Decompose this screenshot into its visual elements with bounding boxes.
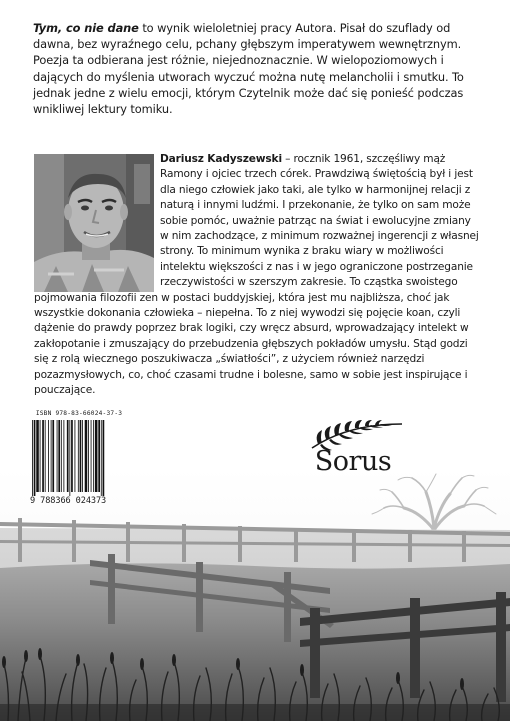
author-name: Dariusz Kadyszewski bbox=[160, 153, 282, 165]
barcode-bar bbox=[67, 420, 69, 492]
barcode-bar bbox=[34, 420, 36, 496]
barcode-bar bbox=[91, 420, 92, 492]
barcode-bar bbox=[78, 420, 79, 492]
blurb-text: to wynik wieloletniej pracy Autora. Pisał do szuflady od dawna, bez wyraźnego celu, pchany głębszym imperatywem wewnętrznym. Poezja ta odbierana jest różnie, niejednoznacznie. W wielopoziomowych i dających do myślenia utworach wyczuć można nutę melancholii i smutku. To jednak jedne z wielu emocji, którym Czytelnik może dać się ponieść podczas wnikliwej lektury tomiku. bbox=[33, 21, 464, 117]
barcode-bar bbox=[40, 420, 41, 492]
barcode-bar bbox=[69, 420, 70, 496]
isbn-barcode bbox=[30, 410, 128, 506]
barcode-bar bbox=[93, 420, 94, 492]
barcode-bar bbox=[42, 420, 44, 492]
book-blurb bbox=[33, 20, 483, 117]
barcode-bar bbox=[75, 420, 76, 492]
barcode-bar bbox=[80, 420, 82, 492]
barcode-bar bbox=[52, 420, 54, 492]
barcode-bar bbox=[82, 420, 83, 492]
isbn-number: ISBN 978-83-66024-37-3 bbox=[35, 410, 123, 417]
barcode-bar bbox=[85, 420, 88, 492]
barcode-bar bbox=[57, 420, 58, 492]
barcode-bars bbox=[30, 420, 128, 496]
author-bio bbox=[34, 152, 480, 399]
barcode-bar bbox=[71, 420, 73, 492]
barcode-bar bbox=[51, 420, 52, 492]
ean-digits: 9 788366 024373 bbox=[30, 496, 107, 506]
barcode-bar bbox=[32, 420, 33, 496]
barcode-bar bbox=[88, 420, 89, 492]
barcode-bar bbox=[95, 420, 98, 492]
barcode-bar bbox=[48, 420, 49, 492]
barcode-bar bbox=[98, 420, 100, 492]
publisher-logo bbox=[298, 420, 408, 482]
barcode-bar bbox=[36, 420, 39, 492]
barcode-bar bbox=[58, 420, 60, 492]
barcode-bar bbox=[61, 420, 62, 492]
bio-text: – rocznik 1961, szczęśliwy mąż Ramony i ojciec trzech córek. Prawdziwą świętością był i jest dla niego człowiek jako taki, ale tylko w harmonijnej relacji z naturą i innymi ludźmi. I przekonanie, że tylko on sam może sobie pomóc, uważnie patrząc na świat i ewolucyjne zmiany w nim zachodzące, z minimum rozważnej ingerencji z własnej strony. To minimum wynika z braku wiary w możliwości intelektu większości z nas i w jego ograniczone postrzeganie rzeczywistości w szerszym zakresie. To cząstka swoistego pojmowania filozofii zen w postaci buddyjskiej, która jest mu najbliższa, choć jak wszystkie dokonania człowieka – niepełna. To z niej wywodzi się pojęcie koan, czyli dążenie do prawdy poprzez brak logiki, czy wręcz absurd, wprowadzający intelekt w zakłopotanie i zmuszający do przebudzenia głębszych pokładów umysłu. Stąd godzi się z rolą wiecznego poszukiwacza „światłości”, z użyciem również narzędzi pozazmysłowych, co, choć czasami trudne i bolesne, samo w sobie jest inspirujące i pouczające. bbox=[34, 153, 479, 397]
book-title: Tym, co nie dane bbox=[33, 21, 139, 35]
barcode-bar bbox=[45, 420, 46, 492]
barcode-bar bbox=[103, 420, 105, 496]
publisher-name: Sorus bbox=[314, 446, 392, 477]
barcode-bar bbox=[63, 420, 64, 492]
barcode-bar bbox=[101, 420, 102, 496]
